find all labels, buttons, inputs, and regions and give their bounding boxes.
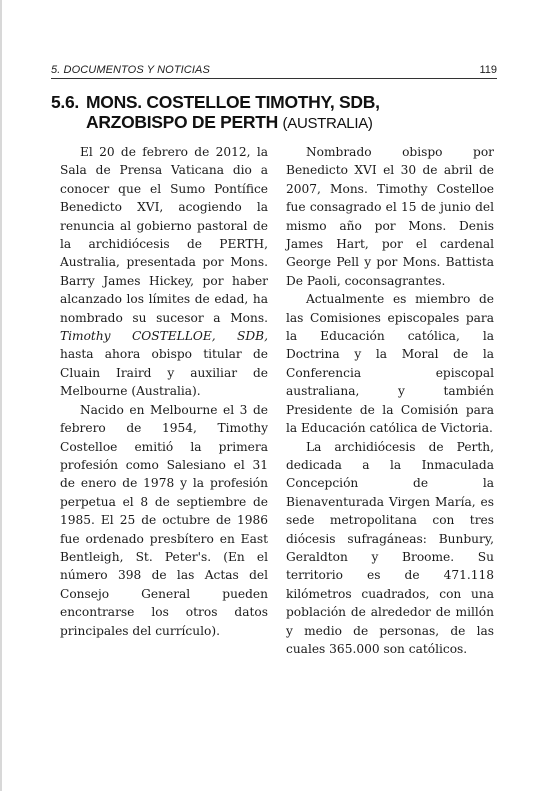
paragraph-1-text-a: El 20 de febrero de 2012, la Sala de Prensa Vaticana dio a conocer que el Sumo Pontífice Benedicto XVI, acogiendo la renuncia al gobierno pastoral de la archidiócesis de PERTH, Australia, presentada por Mons. Barry James Hickey, por haber alcanzado los límites de edad, ha nombrado su sucesor a Mons. <box>60 145 268 325</box>
right-column <box>286 143 494 658</box>
paragraph-1-name: Timothy COSTELLOE, SDB, <box>60 329 268 344</box>
header-rule <box>51 78 497 79</box>
title-line-2: ARZOBISPO DE PERTH <box>86 112 278 132</box>
paragraph-2: Nacido en Melbourne el 3 de febrero de 1954, Timothy Costelloe emitió la primera profesión como Salesiano el 31 de enero de 1978 y la profesión perpetua el 8 de septiembre de 1985. El 25 de octubre de 1986 fue ordenado presbítero en East Bentleigh, St. Peter's. (En el número 398 de las Actas del Consejo General pueden encontrarse los otros datos principales del currículo). <box>60 402 268 638</box>
title-line-2-wrap <box>51 112 497 134</box>
paragraph-1 <box>60 143 268 401</box>
paragraph-1-text-b: hasta ahora obispo titular de Cluain Iraird y auxiliar de Melbourne (Australia). <box>60 347 268 399</box>
title-country: (AUSTRALIA) <box>282 115 373 132</box>
paragraph-4: Actualmente es miembro de las Comisiones episcopales para la Educación católica, la Doctrina y la Moral de la Conferencia episcopal australiana, y también Presidente de la Comisión para la Educación católica de Victoria. <box>286 292 494 436</box>
paragraph-5: La archidiócesis de Perth, dedicada a la Inmaculada Concepción de la Bienaventurada Virgen María, es sede metropolitana con tres diócesis sufragáneas: Bunbury, Geraldton y Broome. Su territorio es de 471.118 kilómetros cuadrados, con una población de alrededor de millón y medio de personas, de las cuales 365.000 son católicos. <box>286 439 494 656</box>
page-edge <box>0 0 2 791</box>
paragraph-3: Nombrado obispo por Benedicto XVI el 30 de abril de 2007, Mons. Timothy Costelloe fue consagrado el 15 de junio del mismo año por Mons. Denis James Hart, por el cardenal George Pell y por Mons. Battista De Paoli, coconsagrantes. <box>286 145 494 288</box>
left-column <box>60 143 268 640</box>
running-head <box>51 62 497 78</box>
page-number: 119 <box>479 64 497 76</box>
article-number: 5.6. <box>51 92 79 112</box>
title-line-1: MONS. COSTELLOE TIMOTHY, SDB, <box>86 92 380 112</box>
article-title <box>51 92 497 134</box>
section-title: 5. DOCUMENTOS Y NOTICIAS <box>51 64 210 76</box>
